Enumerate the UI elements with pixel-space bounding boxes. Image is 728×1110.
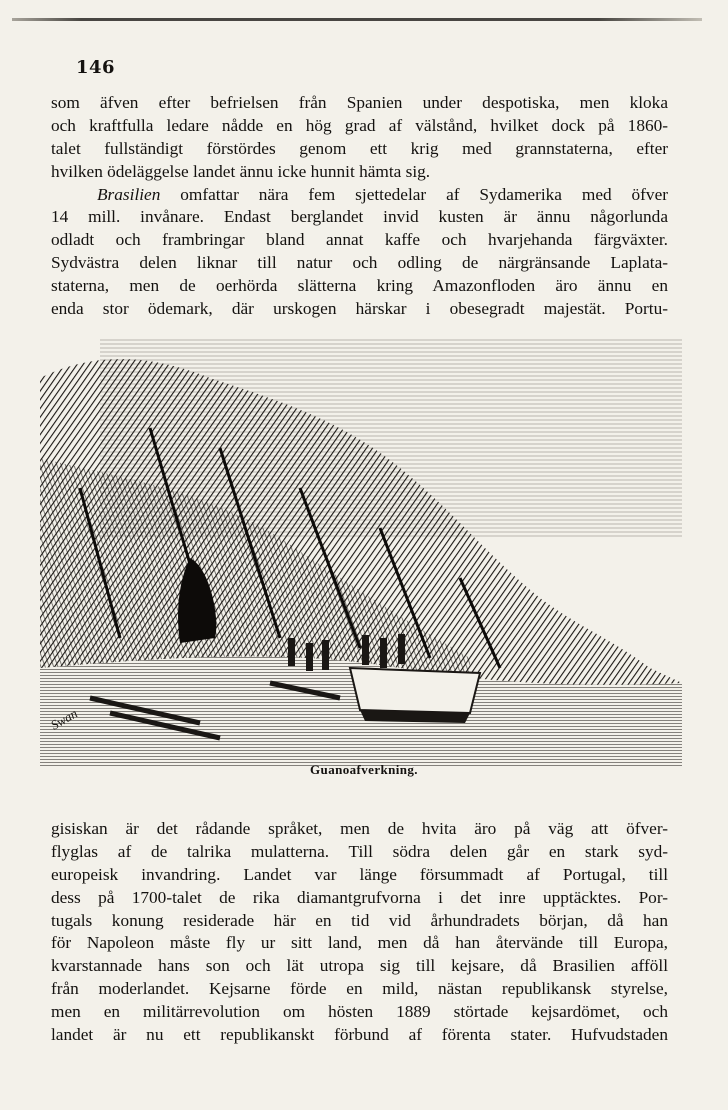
text-line: enda stor ödemark, där urskogen härskar i obesegradt majestät. Portu- xyxy=(51,299,668,319)
text-line: och kraftfulla ledare nådde en hög grad af välstånd, hvilket dock på 1860- xyxy=(51,115,668,135)
text-top xyxy=(51,92,668,321)
text-line: kvarstannade hans son och lät utropa sig till kejsare, då Brasilien afföll xyxy=(51,956,668,976)
page-number: 146 xyxy=(76,57,116,78)
text-line: men en militärrevolution om hösten 1889 störtade kejsardömet, och xyxy=(51,1002,668,1022)
text-line: tugals konung residerade här en tid vid århundradets början, då han xyxy=(51,910,668,930)
text-line: flyglas af de talrika mulatterna. Till södra delen går en stark syd- xyxy=(51,841,668,861)
text-line: 14 mill. invånare. Endast berglandet invid kusten är ännu någorlunda xyxy=(51,207,668,227)
figure-caption: Guanoafverkning. xyxy=(310,762,418,777)
text-line: som äfven efter befrielsen från Spanien under despotiska, men kloka xyxy=(51,93,668,112)
top-rule xyxy=(12,18,702,21)
text-line: staterna, men de oerhörda slätterna kring Amazonfloden äro ännu en xyxy=(51,276,668,296)
text-line: hvilken ödeläggelse landet ännu icke hunnit hämta sig. xyxy=(51,161,431,181)
text-line-brasilien xyxy=(51,184,668,207)
illustration-guano-mining xyxy=(40,338,682,766)
text-line: talet fullständigt förstördes genom ett krig med grannstaterna, efter xyxy=(51,138,668,158)
text-line: från moderlandet. Kejsarne förde en mild, nästan republikansk styrelse, xyxy=(51,979,668,999)
text-line: dess på 1700-talet de rika diamantgrufvorna i det inre upptäcktes. Por- xyxy=(51,887,668,907)
text-line: europeisk invandring. Landet var länge försummadt af Portugal, till xyxy=(51,864,668,884)
text-bottom xyxy=(51,818,668,1047)
engraving-image xyxy=(40,338,682,766)
text-line: landet är nu ett republikanskt förbund af förenta stater. Hufvudstaden xyxy=(51,1025,668,1045)
emphasis-brasilien: Brasilien xyxy=(97,184,161,204)
text-fragment: omfattar nära fem sjettedelar af Sydamerika med öfver xyxy=(160,184,668,204)
text-line: gisiskan är det rådande språket, men de hvita äro på väg att öfver- xyxy=(51,819,668,838)
engraver-signature: Swan xyxy=(48,705,80,733)
text-line: Sydvästra delen liknar till natur och odling de närgränsande Laplata- xyxy=(51,253,668,273)
text-line: odladt och frambringar bland annat kaffe och hvarjehanda färgväxter. xyxy=(51,230,668,250)
text-line: för Napoleon måste fly ur sitt land, men då han återvände till Europa, xyxy=(51,933,668,953)
